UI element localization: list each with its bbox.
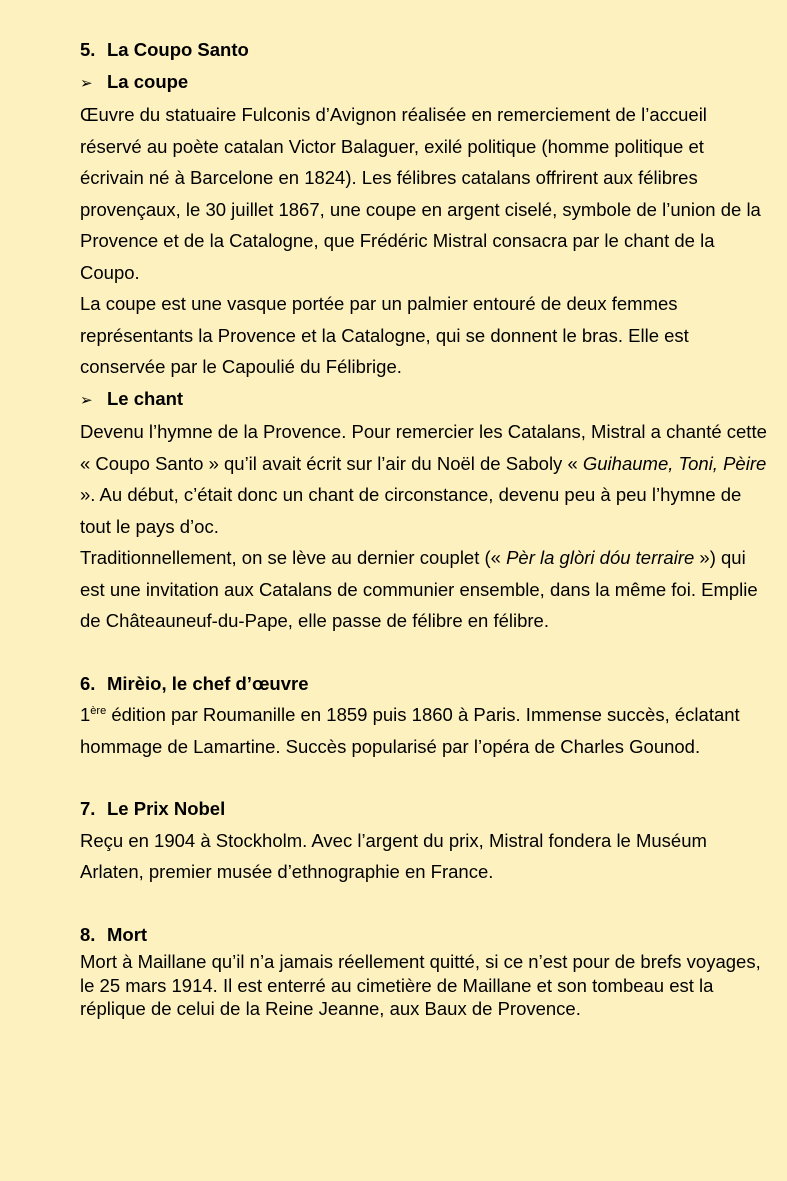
paragraph-mort: Mort à Maillane qu’il n’a jamais réellement quitté, si ce n’est pour de brefs voyages, le 25 mars 1914. Il est enterré au cimetière de Maillane et son tombeau est la réplique de celui de la Reine Jeanne, aux Baux de Provence. <box>80 951 761 1019</box>
text-run: édition par Roumanille en 1859 puis 1860 à Paris. Immense succès, éclatant hommage de Lamartine. Succès popularisé par l’opéra de Charles Gounod. <box>80 704 740 757</box>
paragraph-chant-1 <box>80 416 767 542</box>
section-8-title: Mort <box>107 923 148 945</box>
arrow-bullet-icon: ➢ <box>80 391 93 409</box>
text-run: Traditionnellement, on se lève au dernier couplet (« <box>80 547 507 568</box>
section-6-title: Mirèio, le chef d’œuvre <box>107 672 309 694</box>
section-5-heading <box>80 34 767 66</box>
paragraph-chant-2 <box>80 542 767 637</box>
section-5-title: La Coupo Santo <box>107 39 249 60</box>
section-7-number: 7. <box>80 798 96 819</box>
paragraph-nobel: Reçu en 1904 à Stockholm. Avec l’argent du prix, Mistral fondera le Muséum Arlaten, premier musée d’ethnographie en France. <box>80 829 707 882</box>
arrow-bullet-icon: ➢ <box>80 74 93 92</box>
paragraph-mireio <box>80 699 767 762</box>
section-8-number: 8. <box>80 923 96 945</box>
section-8-heading <box>80 919 767 951</box>
subsection-chant-title: Le chant <box>107 387 184 409</box>
subsection-coupe-heading <box>80 66 767 100</box>
section-6-number: 6. <box>80 672 96 694</box>
text-run: Devenu l’hymne de la Provence. Pour remercier les Catalans, Mistral a chanté cette « Coupo Santo » qu’il avait écrit sur l’air du Noël de Saboly « <box>80 421 767 474</box>
text-run: ». Au début, c’était donc un chant de circonstance, devenu peu à peu l’hymne de tout le pays d’oc. <box>80 484 742 537</box>
text-run: 1 <box>80 704 91 725</box>
ordinal-superscript: ère <box>90 704 107 717</box>
section-7-title: Le Prix Nobel <box>107 798 226 819</box>
paragraph-coupe-2: La coupe est une vasque portée par un palmier entouré de deux femmes représentants la Provence et la Catalogne, qui se donnent le bras. Elle est conservée par le Capoulié du Félibrige. <box>80 293 689 377</box>
paragraph-coupe-1: Œuvre du statuaire Fulconis d’Avignon réalisée en remerciement de l’accueil réservé au poète catalan Victor Balaguer, exilé politique (homme politique et écrivain né à Barcelone en 1824). Les félibres catalans offrirent aux félibres provençaux, le 30 juillet 1867, une coupe en argent ciselé, symbole de l’union de la Provence et de la Catalogne, que Frédéric Mistral consacra par le chant de la Coupo. <box>80 104 761 283</box>
section-7-heading <box>80 793 767 825</box>
song-title-italic: Guihaume, Toni, Pèire <box>582 452 767 474</box>
subsection-coupe-title: La coupe <box>107 70 189 92</box>
section-6-heading <box>80 668 767 700</box>
subsection-chant-heading <box>80 383 767 417</box>
section-5-number: 5. <box>80 39 96 60</box>
text-run: ») qui est une invitation aux Catalans de communier ensemble, dans la même foi. Emplie de Châteauneuf-du-Pape, elle passe de félibre en félibre. <box>80 547 758 631</box>
verse-quote-italic: Pèr la glòri dóu terraire <box>506 547 695 568</box>
